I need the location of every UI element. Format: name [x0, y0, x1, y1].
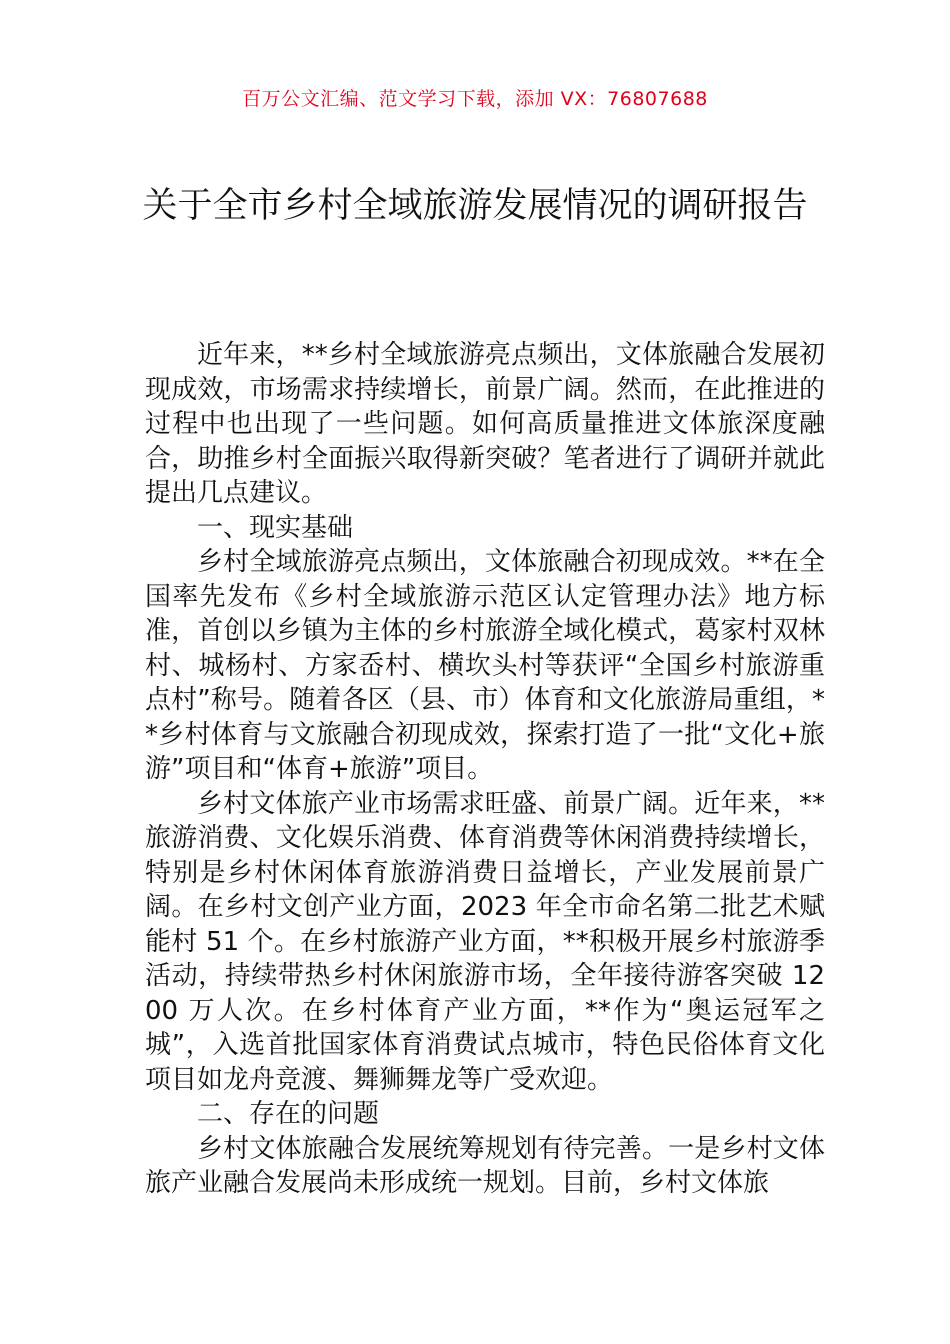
paragraph-problems-1: 乡村文体旅融合发展统筹规划有待完善。一是乡村文体旅产业融合发展尚未形成统一规划。目前，乡村文体旅 [145, 1133, 825, 1198]
paragraph-basis-1: 乡村全域旅游亮点频出，文体旅融合初现成效。**在全国率先发布《乡村全域旅游示范区认定管理办法》地方标准，首创以乡镇为主体的乡村旅游全域化模式，葛家村双林村、城杨村、方家岙村、横坎头村等获评“全国乡村旅游重点村”称号。随着各区（县、市）体育和文化旅游局重组，**乡村体育与文旅融合初现成效，探索打造了一批“文化+旅游”项目和“体育+旅游”项目。 [145, 547, 825, 784]
paragraph-basis-2: 乡村文体旅产业市场需求旺盛、前景广阔。近年来，**旅游消费、文化娱乐消费、体育消费等休闲消费持续增长，特别是乡村休闲体育旅游消费日益增长，产业发展前景广阔。在乡村文创产业方面，2023 年全市命名第二批艺术赋能村 51 个。在乡村旅游产业方面，**积极开展乡村旅游季活动，持续带热乡村休闲旅游市场，全年接待游客突破 1200 万人次。在乡村体育产业方面，**作为“奥运冠军之城”，入选首批国家体育消费试点城市，特色民俗体育文化项目如龙舟竞渡、舞狮舞龙等广受欢迎。 [145, 788, 825, 1095]
document-title: 关于全市乡村全域旅游发展情况的调研报告 [142, 186, 808, 226]
paragraph-intro: 近年来，**乡村全域旅游亮点频出，文体旅融合发展初现成效，市场需求持续增长，前景广阔。然而，在此推进的过程中也出现了一些问题。如何高质量推进文体旅深度融合，助推乡村全面振兴取得新突破？笔者进行了调研并就此提出几点建议。 [145, 340, 825, 508]
section-heading-2: 二、存在的问题 [197, 1099, 380, 1129]
document-body [145, 338, 825, 1201]
section-heading-1: 一、现实基础 [197, 512, 354, 543]
header-note: 百万公文汇编、范文学习下载，添加 VX：76807688 [242, 88, 708, 110]
